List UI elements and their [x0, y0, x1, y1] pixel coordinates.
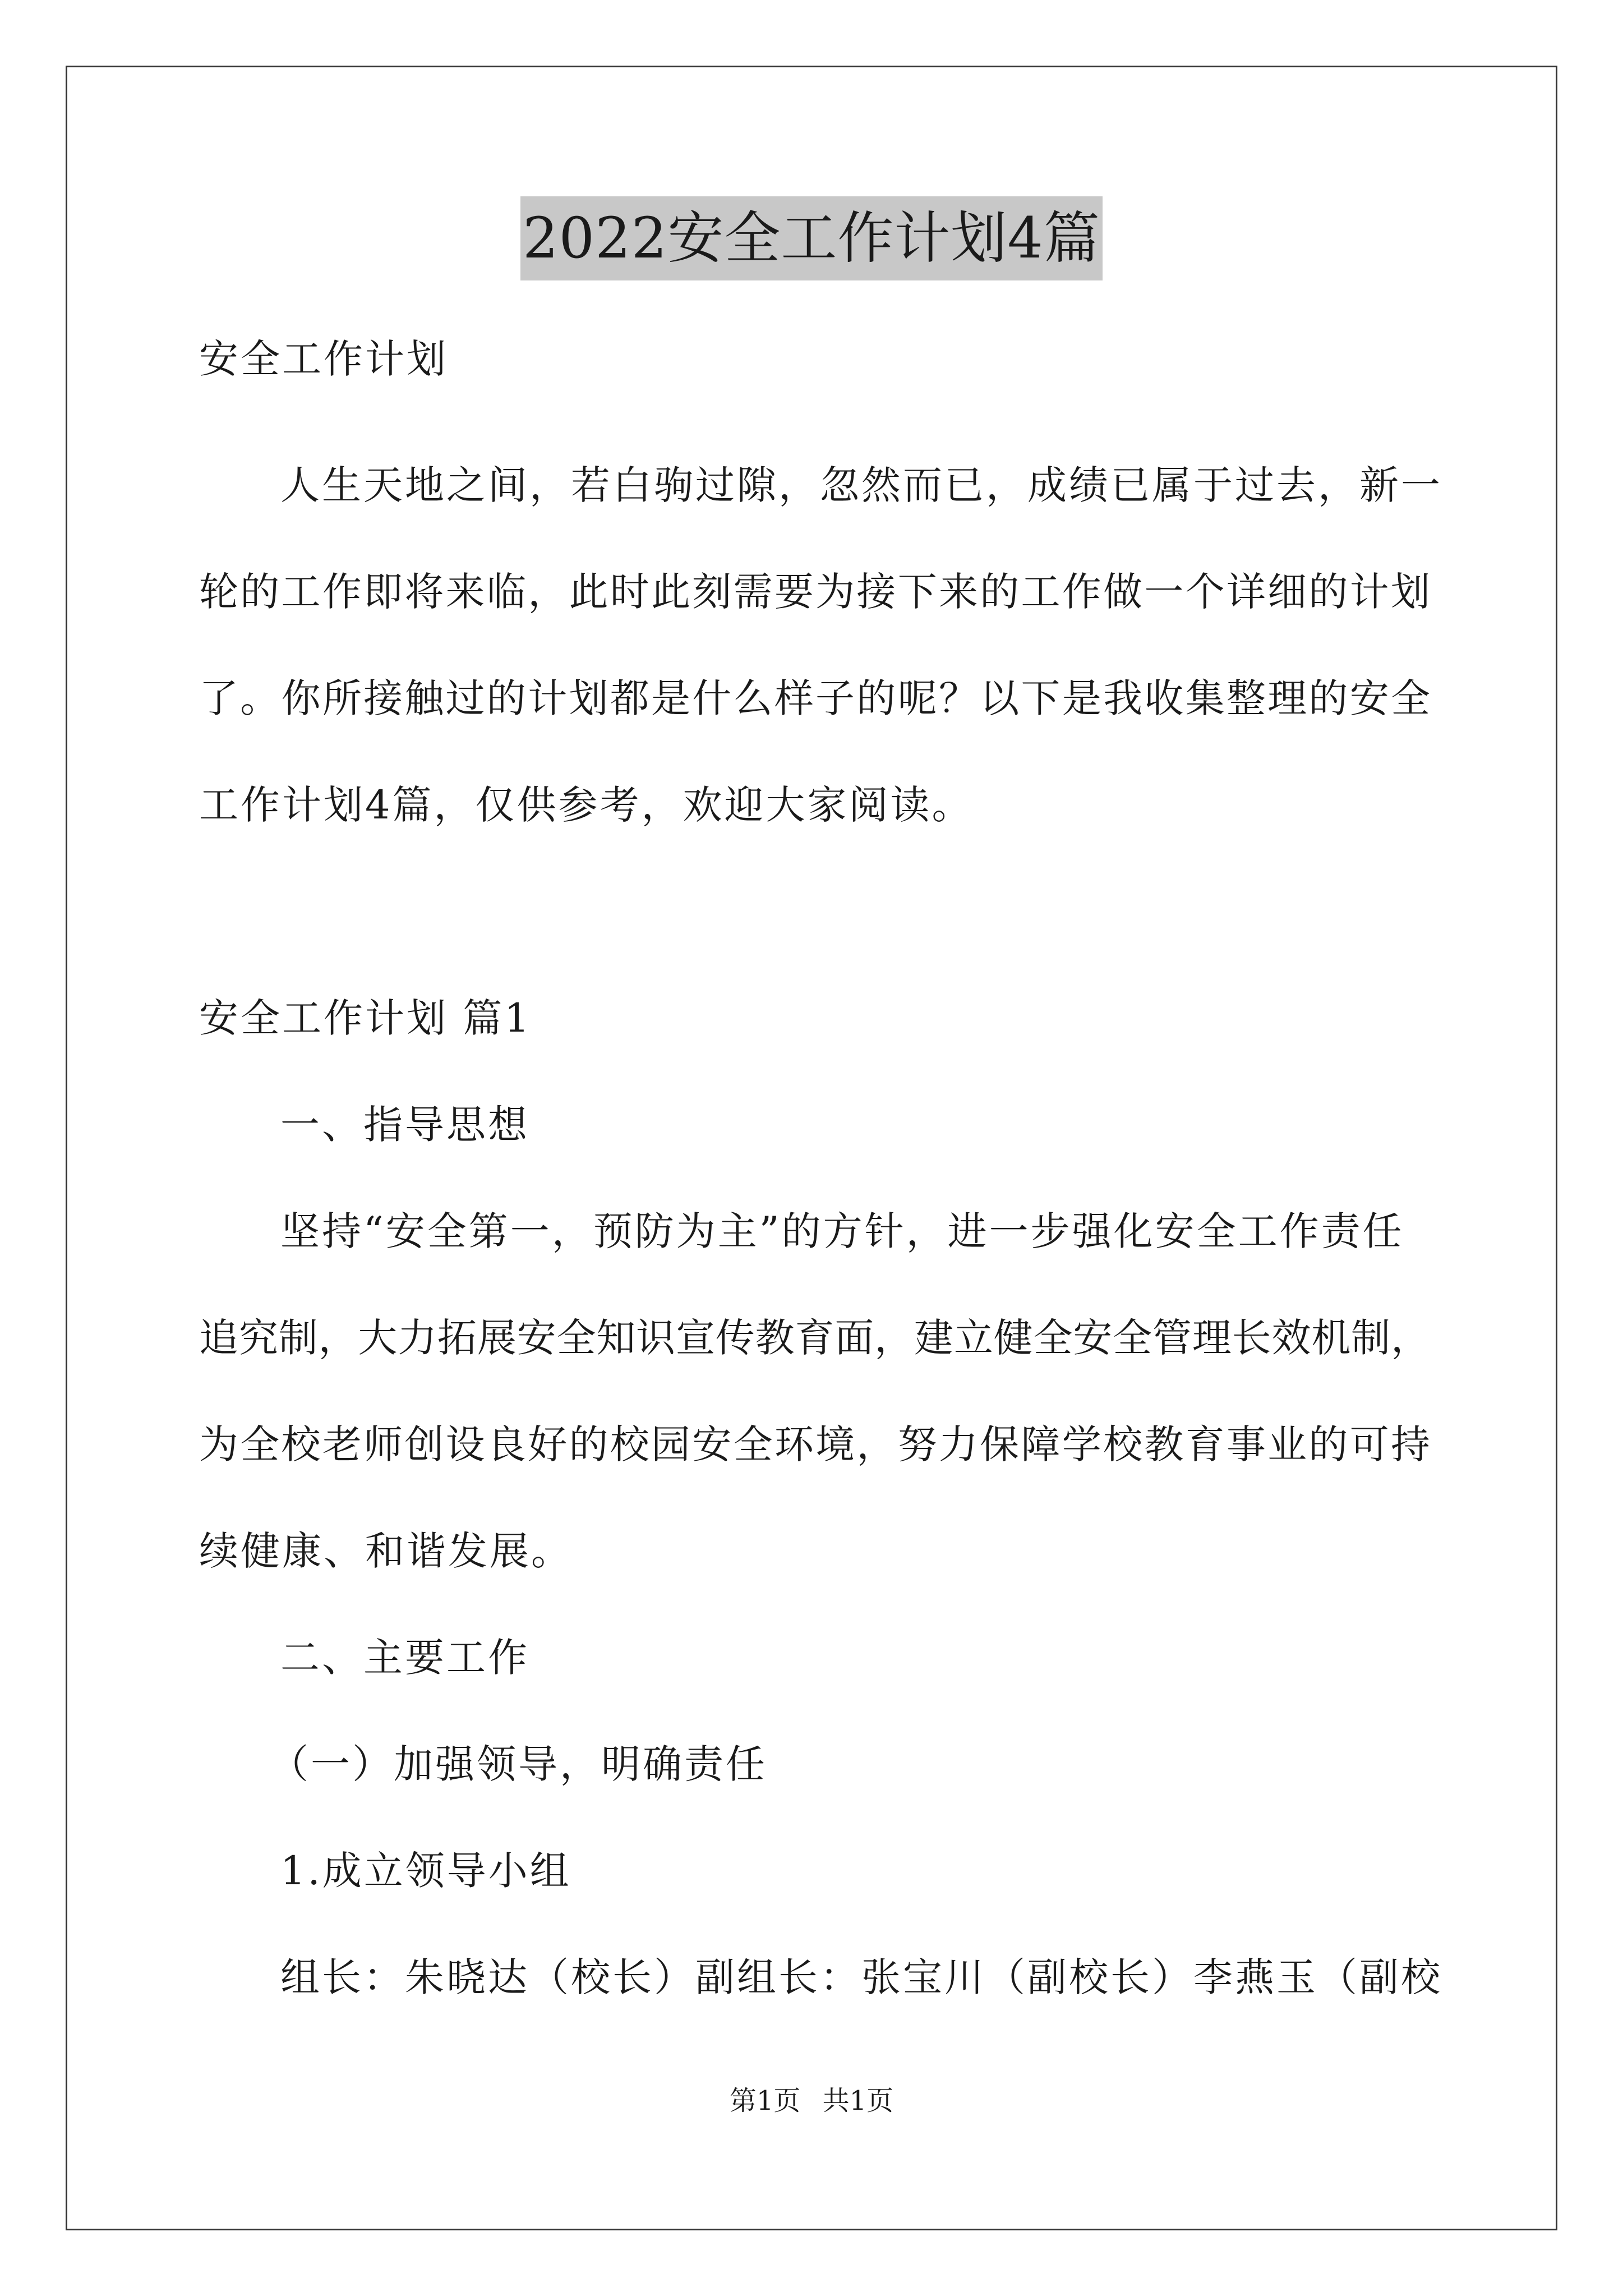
paragraph-line: 坚持“安全第一，预防为主”的方针，进一步强化安全工作责任 — [280, 1208, 1404, 1254]
paragraph-line: 人生天地之间，若白驹过隙，忽然而已，成绩已属于过去，新一 — [280, 462, 1442, 508]
subheading: 二、主要工作 — [280, 1635, 529, 1681]
title-container — [0, 196, 1623, 280]
paragraph-line: 为全校老师创设良好的校园安全环境，努力保障学校教育事业的可持 — [199, 1421, 1430, 1467]
article-heading: 安全工作计划 篇1 — [199, 995, 532, 1041]
subheading: 一、指导思想 — [280, 1102, 529, 1148]
paragraph-line: 追究制，大力拓展安全知识宣传教育面，建立健全安全管理长效机制， — [199, 1315, 1430, 1361]
list-item: 1.成立领导小组 — [280, 1848, 571, 1894]
paragraph-line: 轮的工作即将来临，此时此刻需要为接下来的工作做一个详细的计划 — [199, 569, 1430, 615]
subheading: （一）加强领导，明确责任 — [269, 1741, 767, 1787]
page-total: 共1页 — [822, 2085, 894, 2116]
document-title: 2022安全工作计划4篇 — [520, 196, 1103, 280]
page-number: 第1页 — [729, 2085, 801, 2116]
paragraph-line: 组长：朱晓达（校长）副组长：张宝川（副校长）李燕玉（副校 — [280, 1954, 1442, 2000]
page-footer — [0, 2081, 1623, 2120]
paragraph-line: 工作计划4篇，仅供参考，欢迎大家阅读。 — [199, 782, 974, 828]
paragraph-line: 续健康、和谐发展。 — [199, 1528, 573, 1574]
paragraph-line: 了。你所接触过的计划都是什么样子的呢？以下是我收集整理的安全 — [199, 675, 1430, 721]
section-heading: 安全工作计划 — [199, 336, 448, 382]
